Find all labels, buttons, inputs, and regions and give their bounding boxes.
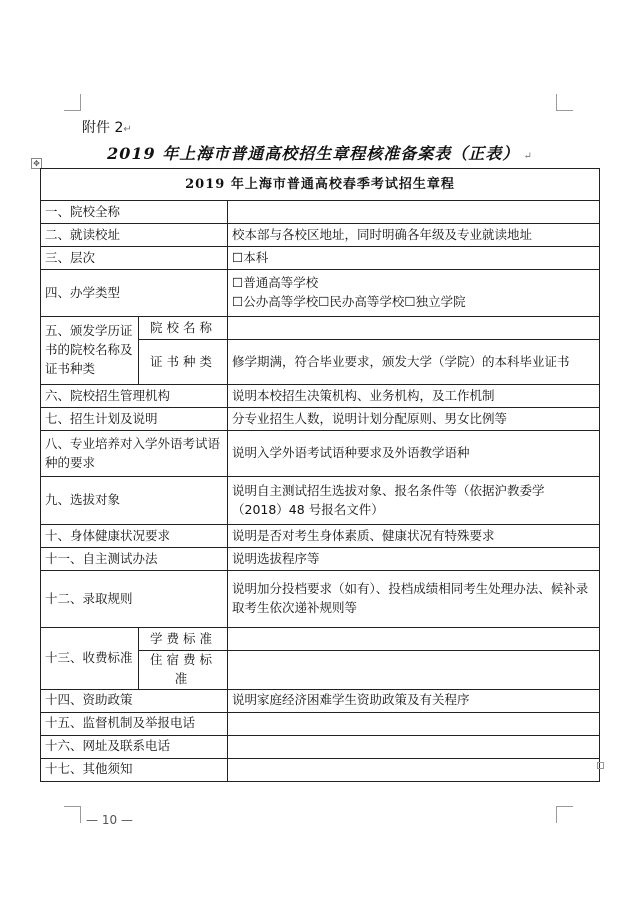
- row-value-language-requirement[interactable]: 说明入学外语考试语种要求及外语教学语种: [228, 431, 600, 477]
- row-value-enrollment-plan[interactable]: 分专业招生人数，说明计划分配原则、男女比例等: [228, 408, 600, 431]
- sublabel-tuition: 学费标准: [139, 628, 228, 651]
- row-value-admission-rules[interactable]: 说明加分投档要求（如有）、投档成绩相同考生处理办法、候补录取考生依次递补规则等: [228, 571, 600, 628]
- row-label-supervision: 十五、监督机制及举报电话: [41, 712, 228, 735]
- row-value-school-name[interactable]: [228, 201, 600, 224]
- row-label-test-method: 十一、自主测试办法: [41, 548, 228, 571]
- row-label-language-requirement: 八、专业培养对入学外语考试语种的要求: [41, 431, 228, 477]
- row-value-health[interactable]: 说明是否对考生身体素质、健康状况有特殊要求: [228, 525, 600, 548]
- row-label-admission-rules: 十二、录取规则: [41, 571, 228, 628]
- page-number: — 10 —: [86, 813, 133, 827]
- row-label-website: 十六、网址及联系电话: [41, 735, 228, 758]
- row-label-admin-office: 六、院校招生管理机构: [41, 385, 228, 408]
- row-label-financial-aid: 十四、资助政策: [41, 689, 228, 712]
- value-institution-name[interactable]: [228, 317, 600, 340]
- crop-mark-bottom-right: [556, 806, 573, 823]
- table-resize-handle[interactable]: [597, 762, 604, 769]
- value-certificate-type[interactable]: 修学期满，符合毕业要求，颁发大学（学院）的本科毕业证书: [228, 340, 600, 385]
- row-value-website[interactable]: [228, 735, 600, 758]
- row-label-other: 十七、其他须知: [41, 758, 228, 781]
- row-value-campus[interactable]: 校本部与各校区地址，同时明确各年级及专业就读地址: [228, 224, 600, 247]
- document-title: 2019 年上海市普通高校招生章程核准备案表（正表） ↵: [107, 144, 533, 163]
- school-type-option-ownership[interactable]: ☐公办高等学校☐民办高等学校☐独立学院: [232, 294, 466, 309]
- row-label-level: 三、层次: [41, 247, 228, 270]
- row-value-selection-target[interactable]: 说明自主测试招生选拔对象、报名条件等（依据沪教委学（2018）48 号报名文件）: [228, 477, 600, 525]
- row-value-school-type[interactable]: [228, 270, 600, 317]
- table-header: 2019 年上海市普通高校春季考试招生章程: [41, 169, 600, 201]
- row-label-school-type: 四、办学类型: [41, 270, 228, 317]
- value-tuition[interactable]: [228, 628, 600, 651]
- row-label-fees: 十三、收费标准: [41, 628, 139, 690]
- row-value-level[interactable]: ☐本科: [228, 247, 600, 270]
- row-label-campus: 二、就读校址: [41, 224, 228, 247]
- row-label-selection-target: 九、选拔对象: [41, 477, 228, 525]
- attachment-label: 附件 2↵: [82, 120, 132, 136]
- row-label-school-name: 一、院校全称: [41, 201, 228, 224]
- sublabel-institution-name: 院校名称: [139, 317, 228, 340]
- sublabel-accommodation: 住宿费标准: [139, 651, 228, 690]
- row-value-admin-office[interactable]: 说明本校招生决策机构、业务机构，及工作机制: [228, 385, 600, 408]
- row-label-diploma: 五、颁发学历证书的院校名称及证书种类: [41, 317, 139, 385]
- row-value-supervision[interactable]: [228, 712, 600, 735]
- row-label-enrollment-plan: 七、招生计划及说明: [41, 408, 228, 431]
- row-value-test-method[interactable]: 说明选拔程序等: [228, 548, 600, 571]
- school-type-option-general[interactable]: ☐普通高等学校: [232, 275, 319, 291]
- crop-mark-top-right: [556, 94, 573, 111]
- row-value-other[interactable]: [228, 758, 600, 781]
- row-value-financial-aid[interactable]: 说明家庭经济困难学生资助政策及有关程序: [228, 689, 600, 712]
- sublabel-certificate-type: 证书种类: [139, 340, 228, 385]
- value-accommodation[interactable]: [228, 651, 600, 690]
- crop-mark-top-left: [64, 94, 81, 111]
- row-label-health: 十、身体健康状况要求: [41, 525, 228, 548]
- table-move-handle-icon[interactable]: ✥: [31, 158, 42, 169]
- filing-table: [40, 168, 600, 782]
- crop-mark-bottom-left: [64, 806, 81, 823]
